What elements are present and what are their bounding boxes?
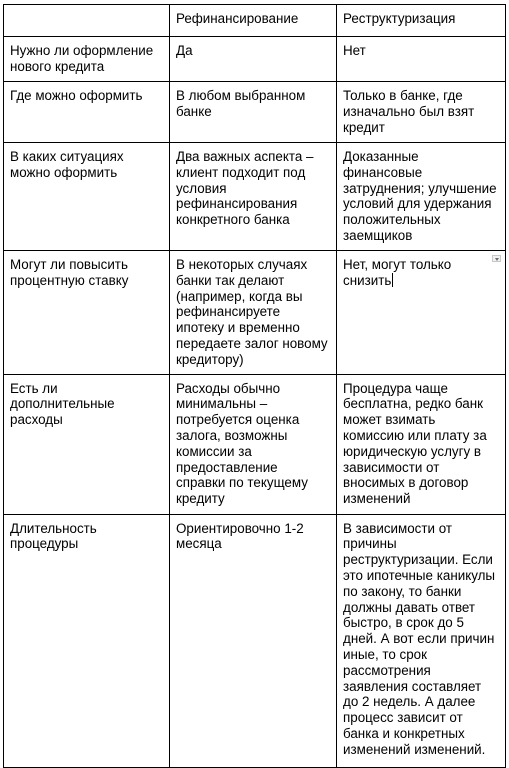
header-cell-restructuring[interactable]: [337, 5, 506, 37]
row-label: Длительность процедуры: [10, 520, 97, 552]
refinancing-value: Ориентировочно 1-2 месяца: [176, 520, 304, 552]
restructuring-value: Нет: [343, 43, 366, 58]
refinancing-cell[interactable]: [170, 37, 337, 82]
refinancing-value: Расходы обычно минимальны – потребуется оценка залога, возможны комиссии за предоставление справки по текущему кредиту: [176, 380, 308, 507]
header-label-restructuring: Реструктуризация: [343, 11, 456, 26]
table-header-row: [4, 5, 506, 37]
refinancing-cell[interactable]: [170, 82, 337, 143]
restructuring-value: Нет, могут только снизить: [343, 257, 452, 288]
row-label-cell[interactable]: [4, 514, 170, 767]
row-label: Могут ли повысить процентную ставку: [10, 257, 129, 288]
restructuring-cell[interactable]: [337, 374, 506, 514]
header-cell-empty[interactable]: [4, 5, 170, 37]
row-label: В каких ситуациях можно оформить: [10, 149, 124, 180]
row-label-cell[interactable]: [4, 37, 170, 82]
restructuring-cell[interactable]: [337, 82, 506, 143]
header-cell-refinancing[interactable]: [170, 5, 337, 37]
row-label-cell[interactable]: [4, 143, 170, 251]
dropdown-arrow-icon[interactable]: [492, 255, 501, 262]
row-label: Есть ли дополнительные расходы: [10, 380, 115, 428]
table-row: [4, 37, 506, 82]
table-row: [4, 514, 506, 767]
restructuring-value: Только в банке, где изначально был взят кредит: [343, 88, 475, 135]
refinancing-value: В некоторых случаях банки так делают (например, когда вы рефинансируете ипотеку и временно передаете залог новому кредитору): [176, 257, 328, 367]
refinancing-cell[interactable]: [170, 514, 337, 767]
refinancing-value: Да: [176, 43, 193, 58]
refinancing-cell[interactable]: [170, 251, 337, 375]
refinancing-value: Два важных аспекта – клиент подходит под условия рефинансирования конкретного банка: [176, 149, 314, 228]
row-label-cell[interactable]: [4, 374, 170, 514]
row-label: Нужно ли оформление нового кредита: [10, 43, 154, 74]
refinancing-cell[interactable]: [170, 143, 337, 251]
restructuring-value: Доказанные финансовые затруднения; улучшение условий для удержания положительных заемщиков: [343, 149, 497, 243]
row-label-cell[interactable]: [4, 82, 170, 143]
row-label: Где можно оформить: [10, 88, 143, 103]
restructuring-value: Процедура чаще бесплатна, редко банк может взимать комиссию или плату за юридическую услугу в зависимости от вносимых в договор изменений: [343, 380, 487, 507]
restructuring-cell[interactable]: [337, 143, 506, 251]
table-row: [4, 374, 506, 514]
table-row: [4, 82, 506, 143]
refinancing-value: В любом выбранном банке: [176, 88, 306, 119]
comparison-table: [3, 4, 506, 768]
text-cursor: [392, 273, 393, 287]
refinancing-cell[interactable]: [170, 374, 337, 514]
restructuring-value: В зависимости от причины реструктуризации. Если это ипотечные каникулы по закону, то банки должны давать ответ быстро, в срок до 5 дней. А вот если причин иные, то срок рассмотрения заявления составляет до 2 недель. А далее процесс зависит от банка и конкретных изменений изменений.: [343, 520, 496, 757]
table-row: [4, 143, 506, 251]
restructuring-cell-active[interactable]: [337, 251, 506, 375]
restructuring-cell[interactable]: [337, 37, 506, 82]
table-row: [4, 251, 506, 375]
row-label-cell[interactable]: [4, 251, 170, 375]
header-label-refinancing: Рефинансирование: [176, 11, 299, 26]
restructuring-cell[interactable]: [337, 514, 506, 767]
